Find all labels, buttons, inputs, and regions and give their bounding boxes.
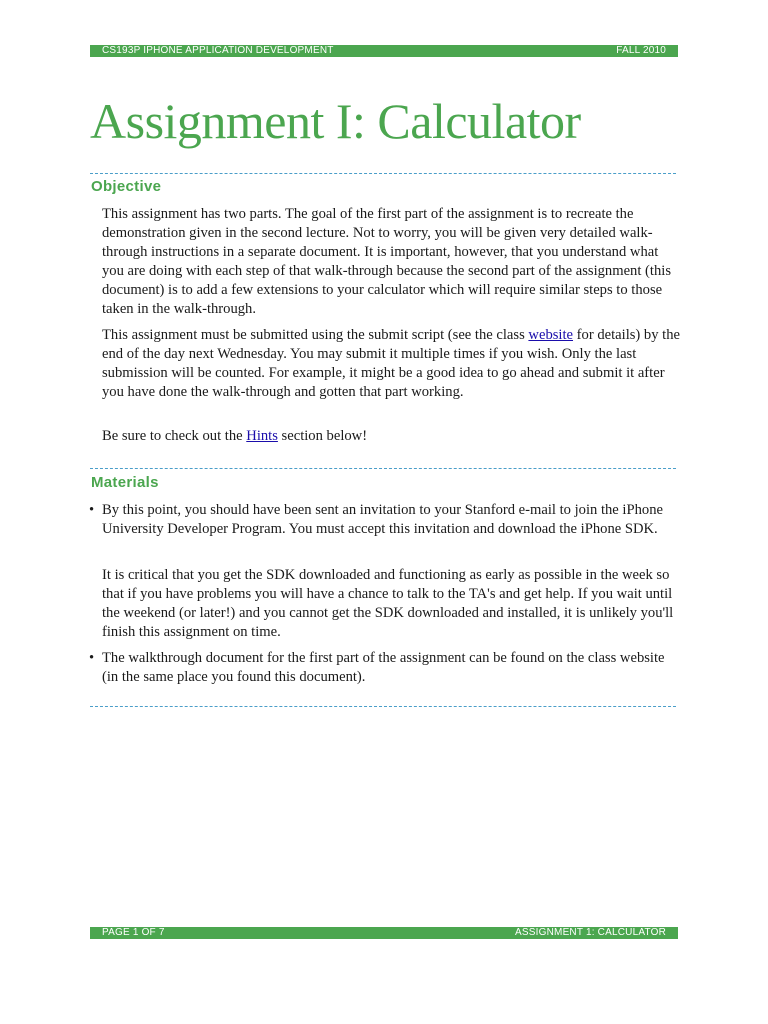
objective-paragraph-3-text-a: Be sure to check out the (102, 428, 247, 444)
section-divider (90, 468, 676, 469)
materials-item-1-note: It is critical that you get the SDK downloaded and functioning as early as possible in the week so that if you have problems you will have a chance to talk to the TA's and get help. If you wait until the weekend (or later!) and you cannot get the SDK downloaded and installed, it is unlikely you'll finish this assignment on time. (102, 567, 674, 640)
materials-item-1: By this point, you should have been sent an invitation to your Stanford e-mail to join the iPhone University Developer Program. You must accept this invitation and download the iPhone SDK. (102, 502, 663, 537)
objective-paragraph-1: This assignment has two parts. The goal of the first part of the assignment is to recreate the demonstration given in the second lecture. Not to worry, you will be given very detailed walk-through instructions in a separate document. It is important, however, that you understand what you are doing with each step of that walk-through because the second part of the assignment (this document) is to add a few extensions to your calculator which will require similar steps to those taken in the walk-through. (102, 206, 671, 317)
bullet-icon: • (89, 502, 95, 518)
footer-bar (90, 927, 678, 939)
hints-link[interactable]: Hints (246, 428, 278, 444)
objective-paragraph-2-text-a: This assignment must be submitted using the submit script (see the class (102, 327, 529, 343)
objective-paragraph-2 (102, 326, 680, 402)
objective-paragraph-2-text-b: for details) by the end of the day next Wednesday. You may submit it multiple times if you wish. Only the last submission will be counted. For example, it might be a good idea to go ahead and submit it after you have done the walk-through and gotten that part working. (102, 327, 681, 400)
header-bar (90, 45, 678, 57)
objective-paragraph-3-text-b: section below! (277, 428, 368, 444)
section-divider (90, 173, 676, 174)
page-number: PAGE 1 OF 7 (102, 927, 165, 938)
materials-heading: Materials (91, 474, 159, 491)
term: FALL 2010 (616, 45, 666, 56)
objective-paragraph-3 (102, 427, 680, 446)
document-name: ASSIGNMENT 1: CALCULATOR (515, 927, 666, 938)
bullet-icon: • (89, 650, 95, 666)
website-link[interactable]: website (528, 327, 574, 343)
section-divider (90, 706, 676, 707)
objective-heading: Objective (91, 178, 162, 195)
page-title: Assignment I: Calculator (90, 93, 581, 149)
course-name: CS193P IPHONE APPLICATION DEVELOPMENT (102, 45, 334, 56)
materials-item-2: The walkthrough document for the first part of the assignment can be found on the class website (in the same place you found this document). (102, 650, 665, 685)
